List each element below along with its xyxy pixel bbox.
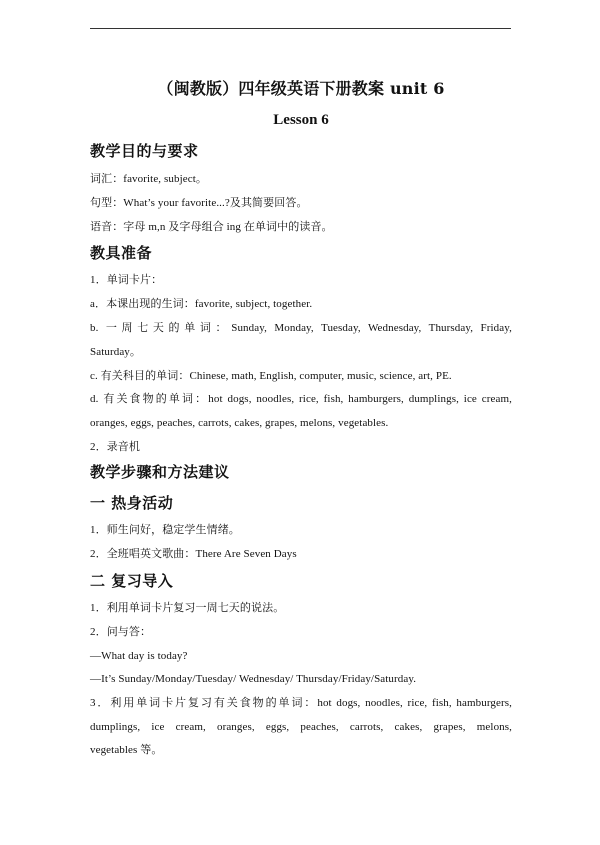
objectives-line-vocabulary: 词汇：favorite, subject。 (90, 173, 207, 185)
section-heading-materials: 教具准备 (90, 244, 153, 262)
materials-line: b. 一周七天的单词：Sunday, Monday, Tuesday, Wednesday, Thursday, Friday, (90, 322, 512, 334)
objectives-line-phonics: 语音：字母 m,n 及字母组合 ing 在单词中的读音。 (90, 221, 333, 233)
materials-line: d. 有关食物的单词：hot dogs, noodles, rice, fish, hamburgers, dumplings, ice cream, (90, 393, 512, 405)
header-rule (90, 28, 511, 29)
materials-line: 1．单词卡片： (90, 274, 163, 286)
subsection-heading-warmup: 一 热身活动 (90, 494, 174, 512)
review-line: —What day is today? (90, 650, 188, 662)
materials-line: c. 有关科目的单词：Chinese, math, English, computer, music, science, art, PE. (90, 370, 452, 382)
materials-line: a．本课出现的生词：favorite, subject, together. (90, 298, 313, 310)
review-line: 3．利用单词卡片复习有关食物的单词：hot dogs, noodles, rice, fish, hamburgers, (90, 697, 512, 709)
warmup-line: 2．全班唱英文歌曲：There Are Seven Days (90, 548, 297, 560)
section-heading-objectives: 教学目的与要求 (90, 142, 199, 160)
review-line: —It’s Sunday/Monday/Tuesday/ Wednesday/ Thursday/Friday/Saturday. (90, 673, 417, 685)
review-line: 1．利用单词卡片复习一周七天的说法。 (90, 602, 285, 614)
objectives-line-sentence: 句型：What’s your favorite...?及其简要回答。 (90, 197, 308, 209)
section-heading-steps: 教学步骤和方法建议 (90, 463, 230, 481)
review-line: dumplings, ice cream, oranges, eggs, peaches, carrots, cakes, grapes, melons, (90, 721, 512, 733)
document-title: （闽教版）四年级英语下册教案 unit 6 (157, 79, 445, 98)
warmup-line: 1．师生问好，稳定学生情绪。 (90, 524, 240, 536)
subsection-heading-review: 二 复习导入 (90, 572, 174, 590)
materials-line: oranges, eggs, peaches, carrots, cakes, grapes, melons, vegetables. (90, 417, 389, 429)
review-line: 2．问与答： (90, 626, 152, 638)
materials-line: Saturday。 (90, 346, 142, 358)
lesson-subtitle: Lesson 6 (273, 112, 329, 128)
materials-line: 2．录音机 (90, 441, 140, 453)
review-line: vegetables 等。 (90, 744, 163, 756)
